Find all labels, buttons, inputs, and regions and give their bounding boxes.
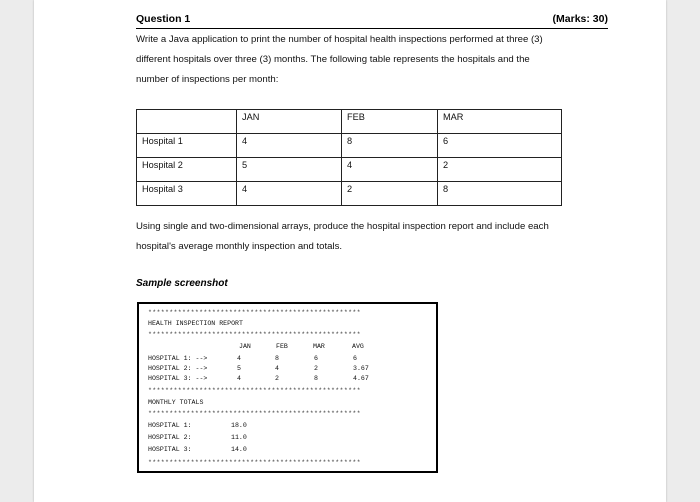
console-total-value: 11.0 <box>231 434 247 441</box>
console-col-header: AVG <box>352 343 364 350</box>
console-separator: ************************************************** <box>148 410 361 417</box>
console-row-value: 3.67 <box>353 365 369 372</box>
question-title: Question 1 <box>136 13 191 25</box>
console-col-header: JAN <box>239 343 251 350</box>
console-row-value: 8 <box>275 355 279 362</box>
sample-screenshot-label: Sample screenshot <box>136 278 228 289</box>
console-row-label: HOSPITAL 1: --> <box>148 355 208 362</box>
table-header-row <box>137 110 562 134</box>
console-col-header: FEB <box>276 343 288 350</box>
table-cell: 5 <box>237 158 342 182</box>
intro-line-1: Write a Java application to print the number of hospital health inspections performed at three (3) <box>136 34 543 45</box>
console-row-value: 4 <box>275 365 279 372</box>
document-page <box>34 0 666 502</box>
question-header <box>136 12 608 29</box>
instructions-line-2: hospital's average monthly inspection and totals. <box>136 241 343 252</box>
table-header-cell <box>137 110 237 134</box>
table-row <box>137 158 562 182</box>
console-separator: ************************************************** <box>148 387 361 394</box>
console-row-value: 2 <box>275 375 279 382</box>
table-cell: Hospital 2 <box>137 158 237 182</box>
console-separator: ************************************************** <box>148 459 361 466</box>
console-row-value: 6 <box>314 355 318 362</box>
intro-line-3: number of inspections per month: <box>136 74 279 85</box>
table-header-cell: JAN <box>237 110 342 134</box>
console-row-label: HOSPITAL 2: --> <box>148 365 208 372</box>
console-row-value: 4 <box>237 355 241 362</box>
intro-paragraph <box>136 30 610 90</box>
table-cell: 8 <box>342 134 438 158</box>
table-row <box>137 182 562 206</box>
console-row-value: 6 <box>353 355 357 362</box>
instructions-paragraph <box>136 217 610 257</box>
table-cell: 6 <box>438 134 562 158</box>
console-totals-title: MONTHLY TOTALS <box>148 399 204 406</box>
table-cell: 4 <box>237 182 342 206</box>
instructions-line-1: Using single and two-dimensional arrays, produce the hospital inspection report and include each <box>136 221 549 232</box>
table-header-cell: MAR <box>438 110 562 134</box>
intro-line-2: different hospitals over three (3) months. The following table represents the hospitals and the <box>136 54 530 65</box>
table-cell: 4 <box>237 134 342 158</box>
table-cell: Hospital 3 <box>137 182 237 206</box>
console-separator: ************************************************** <box>148 309 361 316</box>
table-row <box>137 134 562 158</box>
table-cell: 4 <box>342 158 438 182</box>
console-col-header: MAR <box>313 343 325 350</box>
console-row-value: 5 <box>237 365 241 372</box>
table-cell: 8 <box>438 182 562 206</box>
console-total-value: 14.0 <box>231 446 247 453</box>
question-marks: (Marks: 30) <box>552 13 608 25</box>
table-cell: Hospital 1 <box>137 134 237 158</box>
console-row-value: 2 <box>314 365 318 372</box>
console-row-value: 4 <box>237 375 241 382</box>
console-row-label: HOSPITAL 3: --> <box>148 375 208 382</box>
console-report-title: HEALTH INSPECTION REPORT <box>148 320 243 327</box>
console-total-label: HOSPITAL 3: <box>148 446 192 453</box>
console-total-label: HOSPITAL 2: <box>148 434 192 441</box>
console-row-value: 8 <box>314 375 318 382</box>
table-cell: 2 <box>438 158 562 182</box>
table-header-cell: FEB <box>342 110 438 134</box>
console-row-value: 4.67 <box>353 375 369 382</box>
table-cell: 2 <box>342 182 438 206</box>
inspections-table <box>136 109 562 206</box>
sample-console-output <box>137 302 438 473</box>
console-total-value: 18.0 <box>231 422 247 429</box>
console-separator: ************************************************** <box>148 331 361 338</box>
console-total-label: HOSPITAL 1: <box>148 422 192 429</box>
